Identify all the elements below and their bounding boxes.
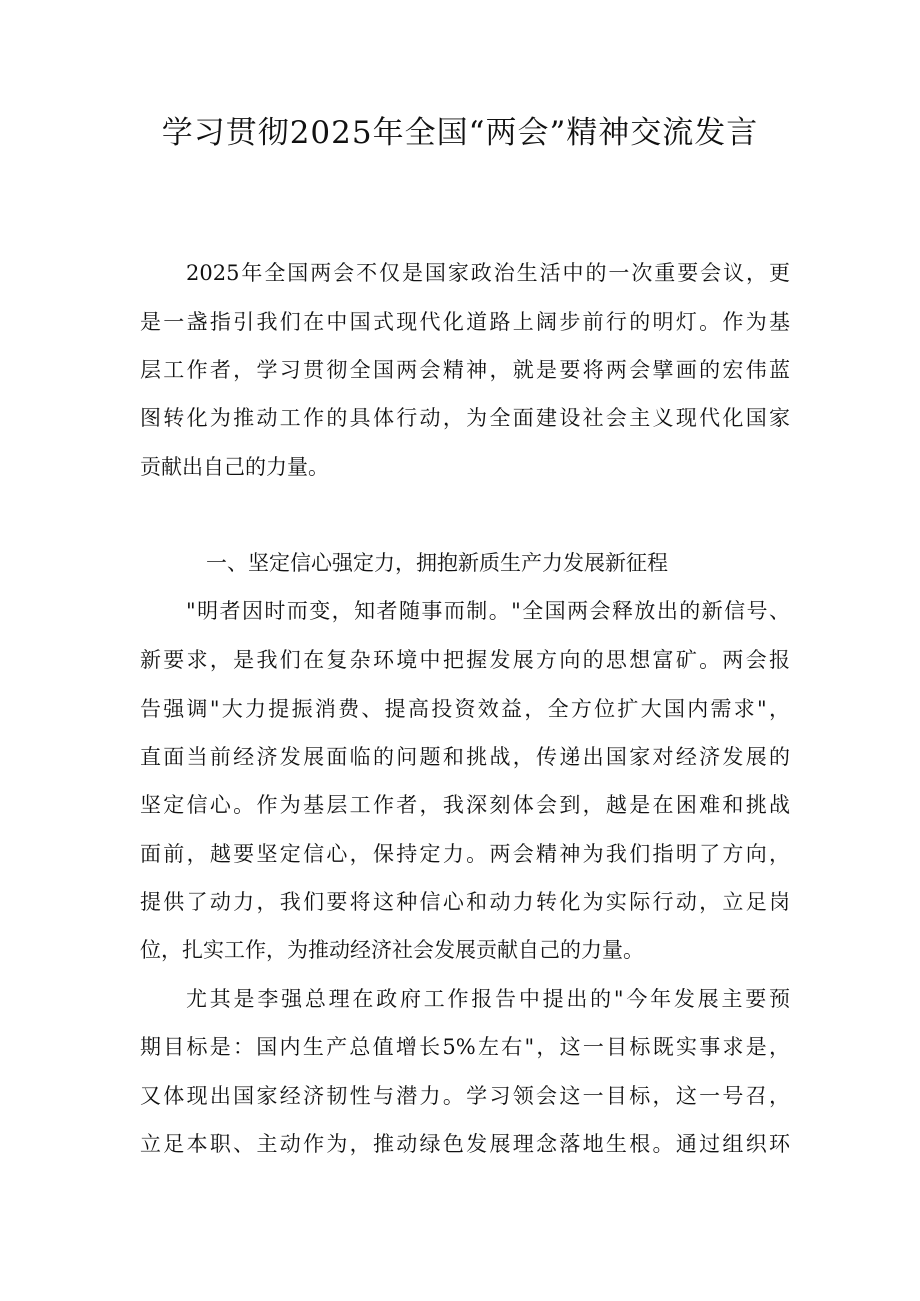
paragraph-line: 告强调"大力提振消费、提高投资效益，全方位扩大国内需求"， (140, 697, 790, 721)
section-heading: 一、坚定信心强定力，拥抱新质生产力发展新征程 (206, 551, 668, 575)
paragraph-line: 立足本职、主动作为，推动绿色发展理念落地生根。通过组织环 (140, 1132, 790, 1156)
paragraph-line: 又体现出国家经济韧性与潜力。学习领会这一目标，这一号召， (140, 1084, 790, 1108)
paragraph-line: 层工作者，学习贯彻全国两会精神，就是要将两会擘画的宏伟蓝 (140, 358, 790, 382)
paragraph-line: 图转化为推动工作的具体行动，为全面建设社会主义现代化国家 (140, 406, 790, 430)
paragraph-line: 期目标是：国内生产总值增长5%左右"，这一目标既实事求是， (140, 1035, 790, 1059)
document-title: 学习贯彻2025年全国“两会”精神交流发言 (161, 115, 759, 151)
paragraph-line: 新要求，是我们在复杂环境中把握发展方向的思想富矿。两会报 (140, 648, 790, 672)
paragraph-line: 贡献出自己的力量。 (140, 455, 329, 479)
paragraph-line: 面前，越要坚定信心，保持定力。两会精神为我们指明了方向， (140, 842, 790, 866)
paragraph-line: 尤其是李强总理在政府工作报告中提出的"今年发展主要预 (186, 987, 790, 1011)
paragraph-line: 位，扎实工作，为推动经济社会发展贡献自己的力量。 (140, 938, 644, 962)
paragraph-line: 是一盏指引我们在中国式现代化道路上阔步前行的明灯。作为基 (140, 310, 790, 334)
paragraph-line: 提供了动力，我们要将这种信心和动力转化为实际行动，立足岗 (140, 890, 790, 914)
paragraph-line: 2025年全国两会不仅是国家政治生活中的一次重要会议，更 (186, 261, 790, 285)
paragraph-line: "明者因时而变，知者随事而制。"全国两会释放出的新信号、 (186, 599, 790, 623)
paragraph-line: 直面当前经济发展面临的问题和挑战，传递出国家对经济发展的 (140, 745, 790, 769)
paragraph-line: 坚定信心。作为基层工作者，我深刻体会到，越是在困难和挑战 (140, 793, 790, 817)
